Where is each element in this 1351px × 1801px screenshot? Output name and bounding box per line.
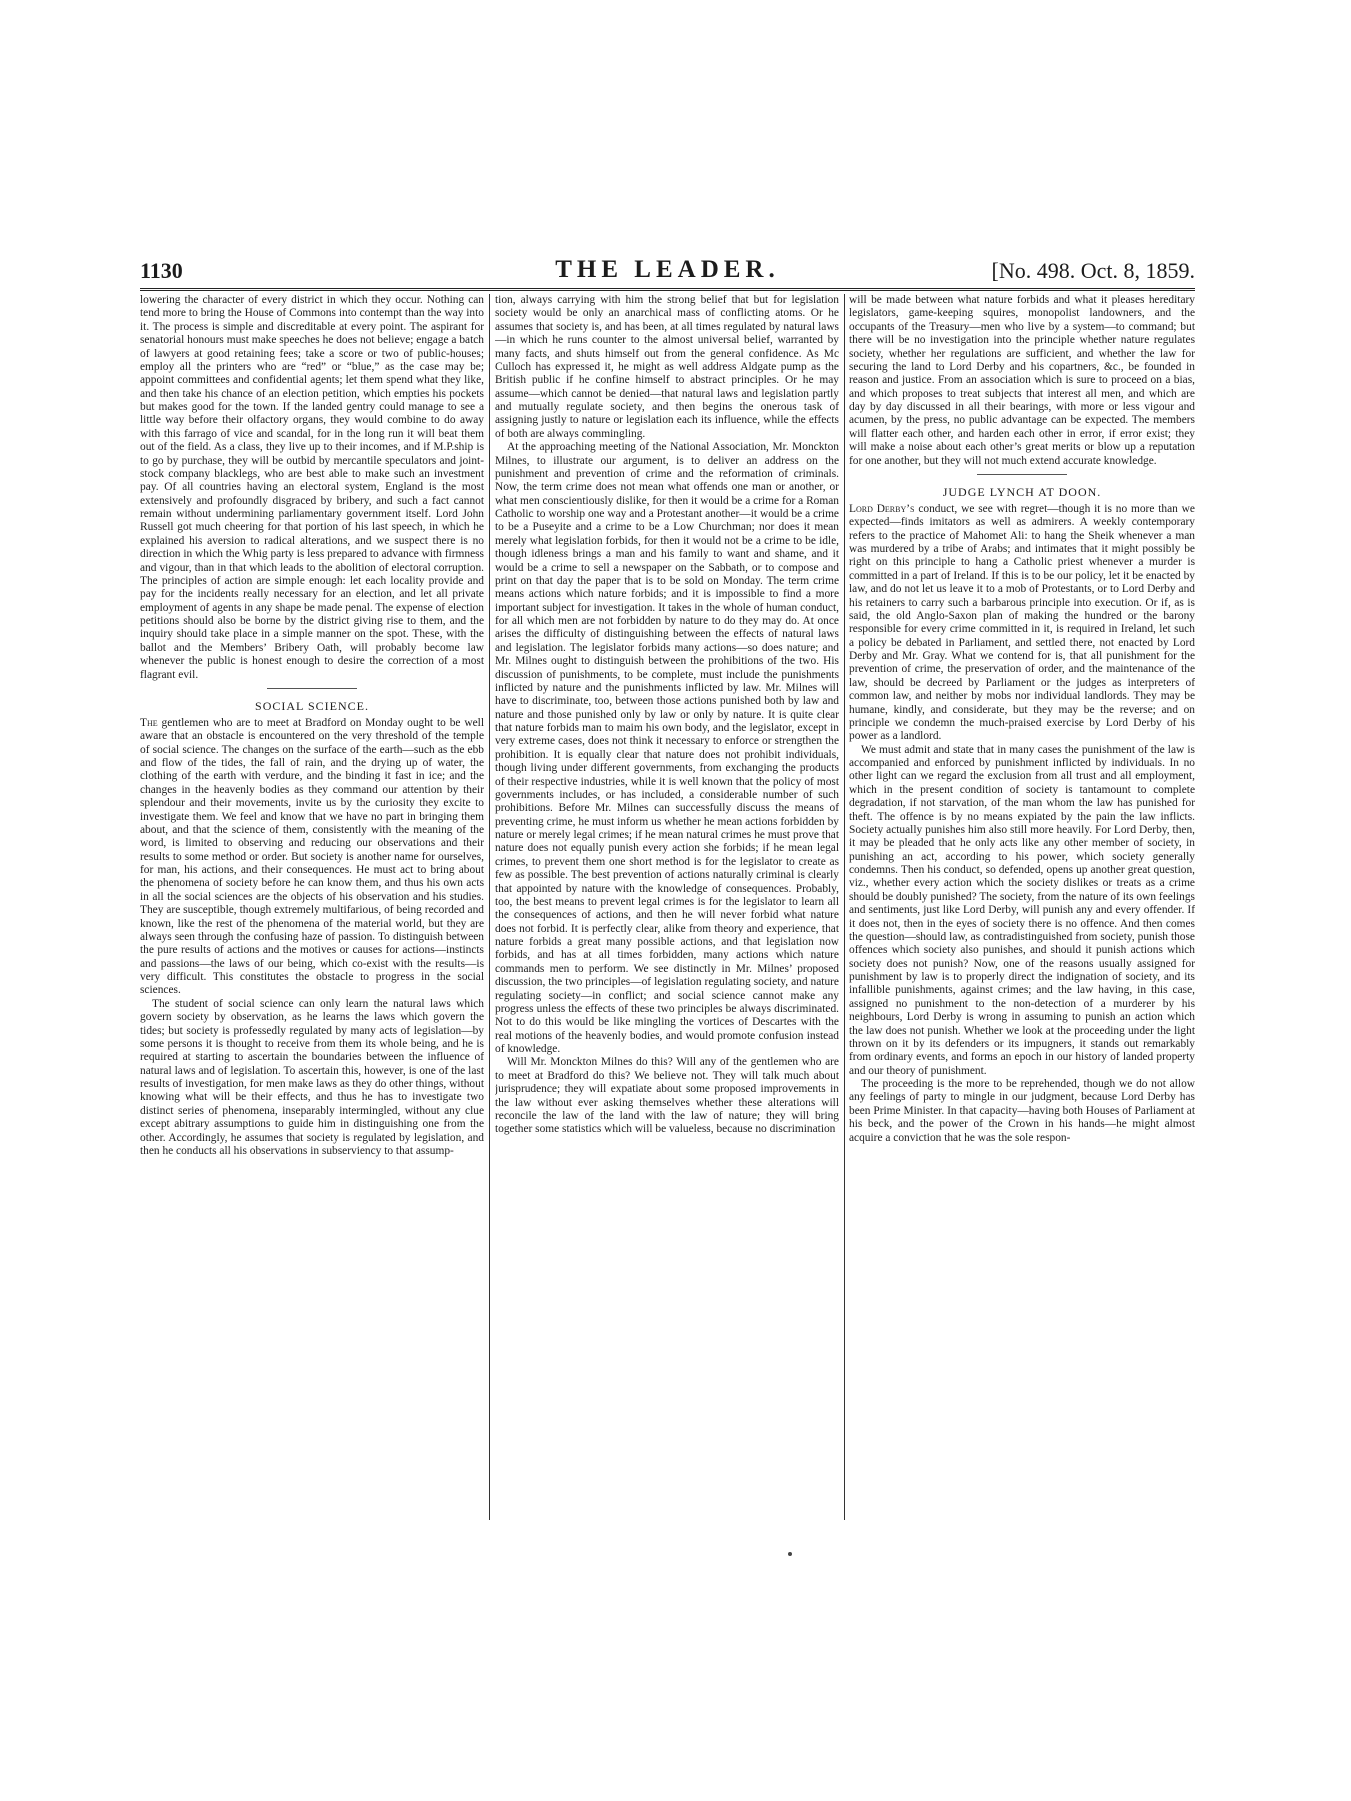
divider bbox=[267, 688, 357, 689]
article-paragraph: tion, always carrying with him the strong belief that but for legislation society would be only an anarchical mass of conflicting atoms. Or he assumes that society is, and has been, at all times regulated by natural laws—in which he runs counter to the almost universal belief, warranted by many facts, and shuts himself out from the general confidence. As Mc Culloch has expressed it, he might as well address Aldgate pump as the British public if he confine himself to abstract principles. Or he may assume—which cannot be denied—that natural laws and legislation partly and mutually regulate society, and then begins the onerous task of assigning justly to nature or legislation each its influence, while the effects of both are always commingling. bbox=[495, 294, 839, 440]
lead-word: The bbox=[140, 716, 158, 729]
article-heading: JUDGE LYNCH AT DOON. bbox=[942, 484, 1102, 499]
page-number: 1130 bbox=[140, 258, 183, 283]
printer-mark bbox=[788, 1552, 792, 1556]
column-2 bbox=[495, 294, 839, 1520]
paragraph-text: gentlemen who are to meet at Bradford on Monday ought to be well aware that an obstacle is encountered on the very threshold of the temple of social science. The changes on the surface of the earth—such as the ebb and flow of the tides, the fall of rain, and the drying up of water, the clothing of the earth with verdure, and the binding it fast in ice; and the changes in the heavenly bodies as they command our attention by their splendour and their movements, invite us by the curiosity they excite to investigate them. We feel and know that we have no part in bringing them about, and that the science of them, consistently with the meaning of the word, is limited to observing and reducing our observations and their results to some method or order. But society is another name for ourselves, for man, his actions, and their consequences. He must act to bring about the phenomena of society before he can know them, and thus his own acts in all the social sciences are the objects of his observation and his studies. They are susceptible, though extremely multifarious, of being recorded and known, like the rest of the phenomena of the material world, but they are always seen through the confusing haze of passion. To distinguish between the pure results of actions and the motives or causes for actions—instincts and passions—the laws of our being, which co-exist with the results—is very difficult. This constitutes the obstacle to progress in the social sciences. bbox=[140, 716, 484, 997]
article-paragraph: The student of social science can only learn the natural laws which govern society by observation, as he learns the laws which govern the tides; but society is professedly regulated by many acts of legislation—by some persons it is thought to receive from them its whole being, and he is required at starting to ascertain the boundaries between the influence of natural laws and of legislation. To ascertain this, however, is one of the last results of investigation, for men make laws as they do other things, without knowing what will be their effects, and thus he has to investigate two distinct series of phenomena, inseparably intermingled, without any clue except abitrary assumptions to guide him in distinguishing one from the other. Accordingly, he assumes that society is regulated by legislation, and then he conducts all his observations in subserviency to that assump- bbox=[140, 997, 484, 1157]
article-paragraph: lowering the character of every district in which they occur. Nothing can tend more to bring the House of Commons into contempt than the way into it. The process is simple and discreditable at every point. The aspirant for senatorial honours must make speeches he does not believe; engage a batch of lawyers at good retaining fees; take a score or two of public-houses; employ all the printers who are “red” or “blue,” as the case may be; appoint committees and confidential agents; let them spend what they like, and then take his chance of an election petition, which empties his pockets but makes good for the town. If the landed gentry could manage to see a little way before their olfactory organs, they would combine to do away with this farrago of vice and scandal, for in the long run it will beat them out of the field. As a class, they live up to their incomes, and if M.P.ship is to go by purchase, they will be outbid by mercantile speculators and joint-stock company blacklegs, who are best able to make such an investment pay. Of all countries having an electoral system, England is the most extensively and profoundly disgraced by bribery, and such a fact cannot remain without undermining parliamentary government itself. Lord John Russell got much cheering for that portion of his last speech, in which he explained his aversion to radical alterations, and we suspect there is no direction in which the Whig party is less prepared to advance with firmness and vigour, than in that which leads to the abolition of electoral corruption. The principles of action are simple enough: let each locality provide and pay for the incidents really necessary for an election, and let all private employment of agents in any shape be made penal. The expense of election petitions should also be borne by the district giving rise to them, and the inquiry should take place in a simple manner on the spot. These, with the ballot and the Members’ Bribery Oath, will probably become law whenever the public is honest enough to desire the correction of a most flagrant evil. bbox=[140, 294, 484, 681]
article-paragraph: Will Mr. Monckton Milnes do this? Will any of the gentlemen who are to meet at Bradford do this? We believe not. They will talk much about jurisprudence; they will expatiate about some proposed improvements in the law without ever asking themselves whether these alterations will reconcile the law of the land with the law of nature; they will bring together some statistics which will be valueless, because no discrimination bbox=[495, 1056, 839, 1136]
column-3 bbox=[849, 294, 1195, 1520]
newspaper-title: THE LEADER. bbox=[555, 256, 780, 283]
column-rule bbox=[844, 294, 845, 1520]
article-paragraph: We must admit and state that in many cases the punishment of the law is accompanied and enforced by punishment inflicted by individuals. In no other light can we regard the exclusion from all trust and all employment, which in the present condition of society is tantamount to complete degradation, if not starvation, of the man whom the law has punished for theft. The offence is by no means expiated by the pain the law inflicts. Society actually punishes him also still more heavily. For Lord Derby, then, it may be pleaded that he only acts like any other member of society, in punishing an act, according to his power, which society generally condemns. Then his conduct, so defended, opens up another great question, viz., whether every action which the society dislikes or treats as a crime should be doubly punished? The society, from the nature of its own feelings and sentiments, just like Lord Derby, will punish any and every offender. If it does not, then in the eyes of society there is no offence. And then comes the question—should law, as contradistinguished from society, punish those offences which society also punishes, and should it punish actions which society does not punish? Now, one of the reasons usually assigned for punishment by law is to properly direct the indignation of society, and its infallible punishments, against crimes; and the law having, in this case, assigned no punishment to the non-detection of a murderer by his neighbours, Lord Derby is wrong in assuming to punish an action which the law does not punish. Whether we look at the proceeding under the light thrown on it by its defenders or its impugners, it stands out remarkably from ordinary events, and forms an epoch in our history of landed property and our theory of punishment. bbox=[849, 743, 1195, 1077]
article-paragraph: The proceeding is the more to be reprehended, though we do not allow any feelings of party to mingle in our judgment, because Lord Derby has been Prime Minister. In that capacity—having both Houses of Parliament at his beck, and the power of the Crown in his hands—he might almost acquire a conviction that he was the sole respon- bbox=[849, 1078, 1195, 1144]
article-heading: SOCIAL SCIENCE. bbox=[255, 698, 369, 713]
article-paragraph: will be made between what nature forbids and what it pleases hereditary legislators, game-keeping squires, monopolist landowners, and the occupants of the Treasury—men who live by a system—to command; but there will be no investigation into the principle whether nature regulates society, whether her regulations are sufficient, and whether the law for securing the land to Lord Derby and his copartners, &c., be founded in reason and justice. From an association which is sure to proceed on a bias, and which proposes to treat subjects that interest all men, and which are day by day discussed in all their bearings, with more or less vigour and acumen, by the press, no public advantage can be expected. The members will flatter each other, and harden each other in error, if error exist; they will make a noise about each other’s great merits or blow up a reputation for one another, but they will not much extend accurate knowledge. bbox=[849, 294, 1195, 467]
article-paragraph bbox=[140, 717, 484, 998]
issue-date: [No. 498. Oct. 8, 1859. bbox=[991, 258, 1195, 283]
divider bbox=[977, 474, 1067, 475]
article-paragraph bbox=[849, 503, 1195, 744]
column-1 bbox=[140, 294, 484, 1520]
masthead bbox=[140, 258, 1195, 291]
lead-word: Lord Derby’s bbox=[849, 502, 915, 515]
paragraph-text: conduct, we see with regret—though it is no more than we expected—finds imitators as well as admirers. A weekly contemporary refers to the practice of Mahomet Ali: to hang the Sheik whenever a man was murdered by a tribe of Arabs; and intimates that it might possibly be right on this principle to hang a Catholic priest whenever a murder is committed in a part of Ireland. If this is to be our policy, let it be enacted by law, and do not let us leave it to a mob of Protestants, or to Lord Derby and his retainers to carry such a barbarous principle into execution. Or if, as is said, the old Anglo-Saxon plan of making the hundred or the barony responsible for every crime committed in it, is required in Ireland, let such a policy be debated in Parliament, and settled there, not enacted by Lord Derby and Mr. Gray. What we contend for is, that all punishment for the prevention of crime, the preservation of order, and the maintenance of the law, should be decreed by Parliament or the judges as interpreters of common law, and neither by mobs nor individual landlords. They may be humane, kindly, and considerate, but they may be the reverse; and on principle we condemn the much-praised exercise by Lord Derby of his power as a landlord. bbox=[849, 502, 1195, 743]
column-rule bbox=[489, 294, 490, 1520]
article-paragraph: At the approaching meeting of the National Association, Mr. Monckton Milnes, to illustrate our argument, is to deliver an address on the punishment and prevention of crime and the reformation of criminals. Now, the term crime does not mean what offends one man or another, or what men conscientiously dislike, for then it would be a crime for a Roman Catholic to worship one way and a Protestant another—it would be a crime to be a Puseyite and a crime to be a Low Churchman; nor does it mean merely what legislation forbids, for then it would not be a crime to be idle, though idleness brings a man and his family to want and shame, and it would be a crime to sell a newspaper on the Sabbath, or to compose and print on that day the paper that is to be sold on Monday. The term crime means actions which nature forbids; and it is impossible to find a more important subject for investigation. It takes in the whole of human conduct, for all which men are not forbidden by nature to do they may do. At once arises the difficulty of distinguishing between the effects of natural laws and legislation. The legislator forbids many actions—so does nature; and Mr. Milnes ought to distinguish between the prohibitions of the two. His discussion of punishments, to be complete, must include the punishments inflicted by nature and the punishments inflicted by law. Mr. Milnes will have to discriminate, too, between those actions punished both by law and nature and those punished only by law or only by nature. It is quite clear that nature forbids man to maim his own body, and the legislator, except in very extreme cases, does not think it necessary to enforce or strengthen the prohibition. It is equally clear that nature does not prohibit individuals, though living under different governments, from exchanging the products of their respective industries, while it is well known that the policy of most governments includes, or has included, a considerable number of such prohibitions. Before Mr. Milnes can successfully discuss the means of preventing crime, he must inform us whether he mean actions forbidden by nature or merely legal crimes; if he mean natural crimes he must prove that nature does not equally punish every action she forbids; if he mean legal crimes, to prevent them one short method is for the legislator to create as few as possible. The best prevention of actions naturally criminal is clearly that appointed by nature with the knowledge of consequences. Probably, too, the best means to prevent legal crimes is for the legislator to learn all the consequences of actions, and then he will never forbid what nature does not forbid. It is perfectly clear, alike from theory and experience, that nature forbids a great many possible actions, and that legislation now forbids, and has at all times forbidden, many actions which nature commands men to perform. We see distinctly in Mr. Milnes’ proposed discussion, the two principles—of legislation regulating society, and nature regulating society—in conflict; and social science cannot make any progress unless the effects of these two principles be always discriminated. Not to do this would be like mingling the vortices of Descartes with the real motions of the heavenly bodies, and would promote confusion instead of knowledge. bbox=[495, 441, 839, 1055]
